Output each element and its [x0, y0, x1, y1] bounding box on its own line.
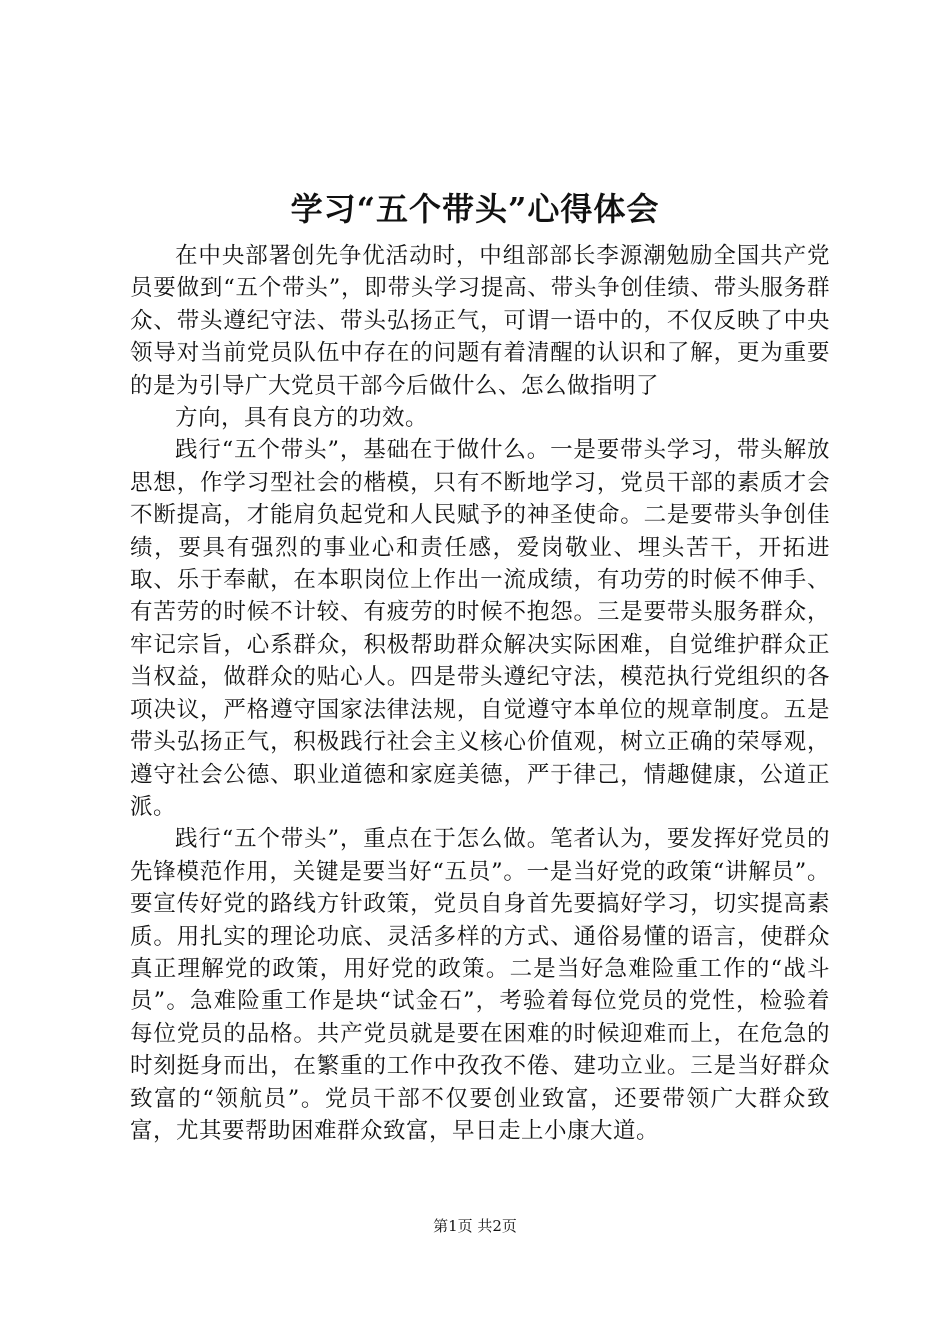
paragraph: 方向，具有良方的功效。	[175, 405, 429, 432]
paragraph: 在中央部署创先争优活动时，中组部部长李源潮勉励全国共产党员要做到“五个带头”，即带头学习提高、带头争创佳绩、带头服务群众、带头遵纪守法、带头弘扬正气，可谓一语中的，不仅反映了中央领导对当前党员队伍中存在的问题有着清醒的认识和了解，更为重要的是为引导广大党员干部今后做什么、怎么做指明了	[130, 243, 830, 399]
paragraph: 践行“五个带头”，重点在于怎么做。笔者认为，要发挥好党员的先锋模范作用，关键是要当好“五员”。一是当好党的政策“讲解员”。要宣传好党的路线方针政策，党员自身首先要搞好学习，切实提高素质。用扎实的理论功底、灵活多样的方式、通俗易懂的语言，使群众真正理解党的政策，用好党的政策。二是当好急难险重工作的“战斗员”。急难险重工作是块“试金石”，考验着每位党员的党性，检验着每位党员的品格。共产党员就是要在困难的时候迎难而上，在危急的时刻挺身而出，在繁重的工作中孜孜不倦、建功立业。三是当好群众致富的“领航员”。党员干部不仅要创业致富，还要带领广大群众致富，尤其要帮助困难群众致富，早日走上小康大道。	[130, 826, 830, 1144]
document-body	[130, 240, 830, 1147]
document-title: 学习“五个带头”心得体会	[290, 190, 660, 228]
page-number-footer: 第1页 共2页	[433, 1217, 517, 1235]
paragraph: 践行“五个带头”，基础在于做什么。一是要带头学习，带头解放思想，作学习型社会的楷模，只有不断地学习，党员干部的素质才会不断提高，才能肩负起党和人民赋予的神圣使命。二是要带头争创佳绩，要具有强烈的事业心和责任感，爱岗敬业、埋头苦干，开拓进取、乐于奉献，在本职岗位上作出一流成绩，有功劳的时候不伸手、有苦劳的时候不计较、有疲劳的时候不抱怨。三是要带头服务群众，牢记宗旨，心系群众，积极帮助群众解决实际困难，自觉维护群众正当权益，做群众的贴心人。四是带头遵纪守法，模范执行党组织的各项决议，严格遵守国家法律法规，自觉遵守本单位的规章制度。五是带头弘扬正气，积极践行社会主义核心价值观，树立正确的荣辱观，遵守社会公德、职业道德和家庭美德，严于律己，情趣健康，公道正派。	[130, 437, 830, 820]
